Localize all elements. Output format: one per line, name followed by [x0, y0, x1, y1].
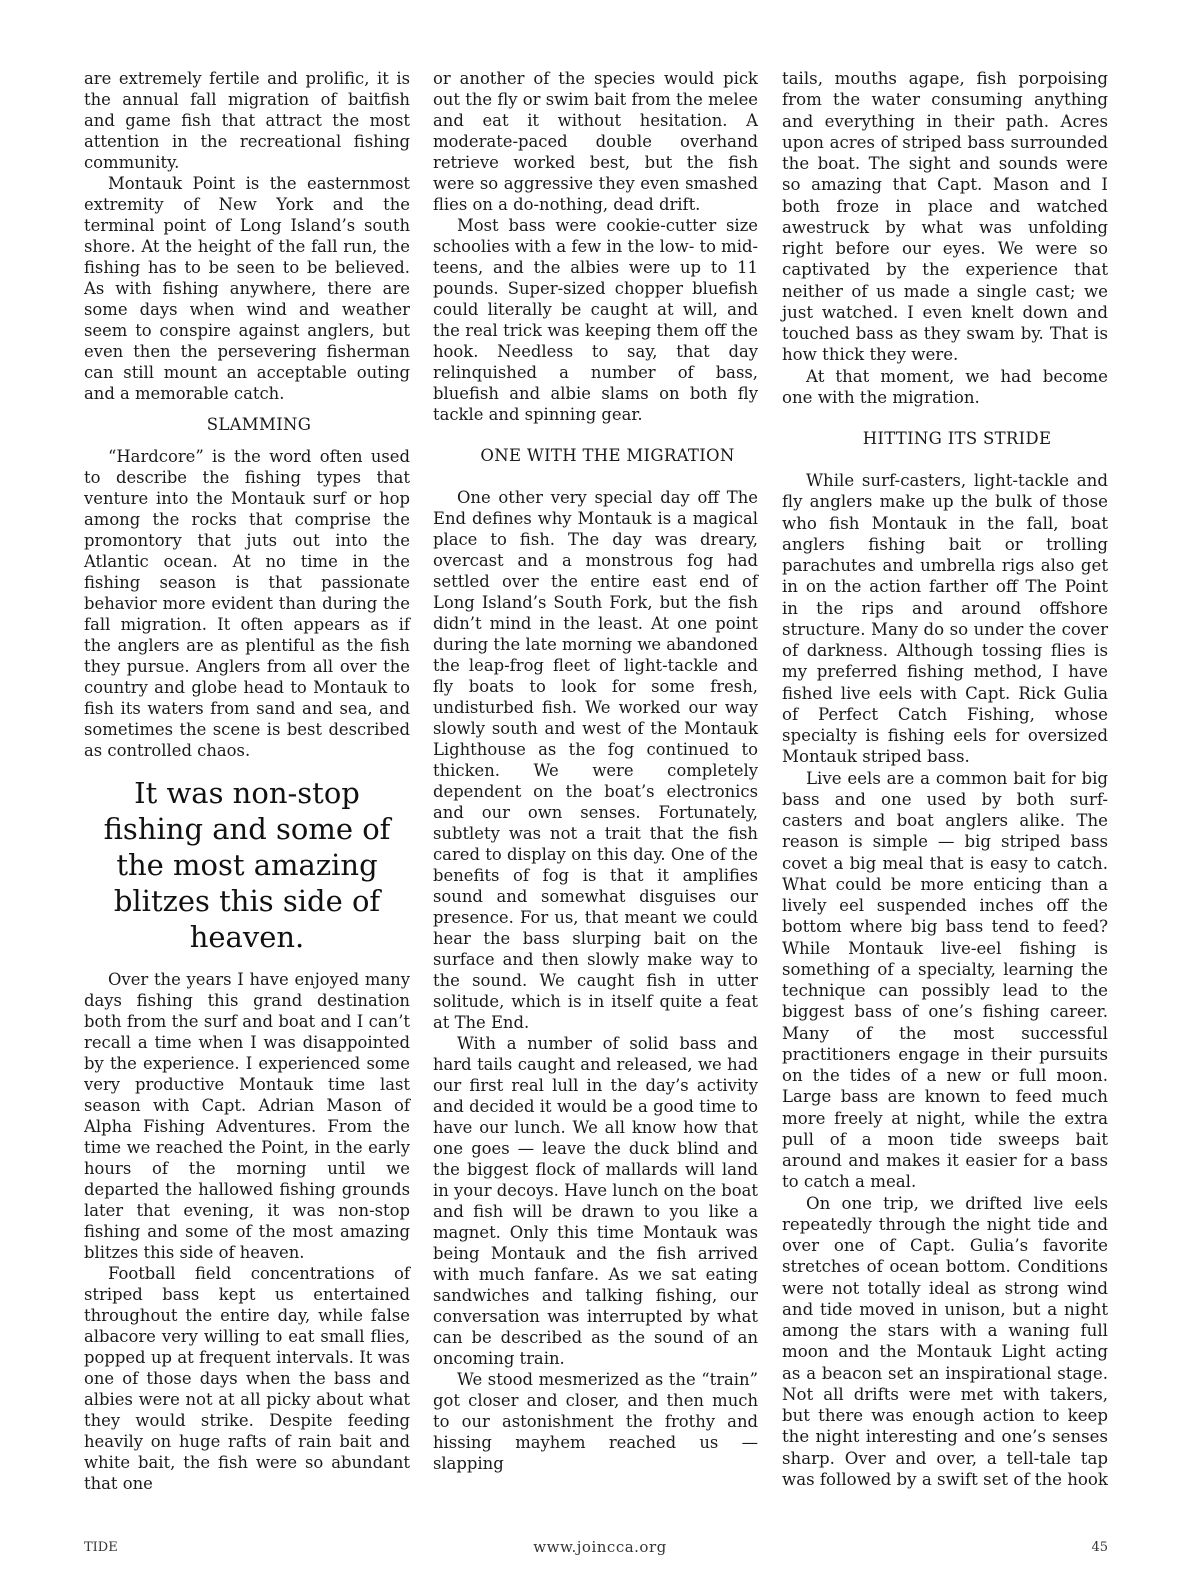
- section-heading-hitting-its-stride: HITTING ITS STRIDE: [862, 429, 1052, 448]
- article-column-3: [782, 68, 1108, 1490]
- paragraph: tails, mouths agape, fish porpoising from the water consuming anything and everything in their path. Acres upon acres of striped bass surrounded the boat. The sight and sounds were so amazing that Capt. Mason and I both froze in place and watched awestruck by what was unfolding right before our eyes. We were so captivated by the experience that neither of us made a single cast; we just watched. I even knelt down and touched bass as they swam by. That is how thick they were.: [782, 69, 1108, 365]
- pull-quote: It was non-stop fishing and some of the most amazing blitzes this side of heaven.: [103, 776, 391, 954]
- paragraph: “Hardcore” is the word often used to describe the fishing types that venture into the Montauk surf or hop among the rocks that comprise the promontory that juts out into the Atlantic ocean. At no time in the fishing season is that passionate behavior more evident than during the fall migration. It often appears as if the anglers are as plentiful as the fish they pursue. Anglers from all over the country and globe head to Montauk to fish its waters from sand and sea, and sometimes the scene is best described as controlled chaos.: [84, 447, 410, 760]
- paragraph: We stood mesmerized as the “train” got closer and closer, and then much to our astonishment the frothy and hissing mayhem reached us — slapping: [433, 1370, 758, 1473]
- paragraph: or another of the species would pick out the fly or swim bait from the melee and eat it without hesitation. A moderate-paced double overhand retrieve worked best, but the fish were so aggressive they even smashed flies on a do-nothing, dead drift.: [433, 69, 758, 214]
- paragraph: At that moment, we had become one with the migration.: [782, 366, 1108, 407]
- paragraph: Live eels are a common bait for big bass and one used by both surf-casters and boat anglers alike. The reason is simple — big striped bass covet a big meal that is easy to catch. What could be more enticing than a lively eel suspended inches off the bottom where big bass tend to feed? While Montauk live-eel fishing is something of a specialty, learning the technique can possibly lead to the biggest bass of one’s fishing career. Many of the most successful practitioners engage in their pursuits on the tides of a new or full moon. Large bass are known to feed much more freely at night, while the extra pull of a moon tide sweeps bait around and makes it easier for a bass to catch a meal.: [782, 768, 1108, 1192]
- paragraph: Montauk Point is the easternmost extremity of New York and the terminal point of Long Island’s south shore. At the height of the fall run, the fishing has to be seen to be believed. As with fishing anywhere, there are some days when wind and weather seem to conspire against anglers, but even then the persevering fisherman can still mount an acceptable outing and a memorable catch.: [84, 174, 410, 403]
- footer-publication-name: TIDE: [84, 1540, 118, 1555]
- paragraph: With a number of solid bass and hard tails caught and released, we had our first real lull in the day’s activity and decided it would be a good time to have our lunch. We all know how that one goes — leave the duck blind and the biggest flock of mallards will land in your decoys. Have lunch on the boat and fish will be drawn to you like a magnet. Only this time Montauk was being Montauk and the fish arrived with much fanfare. As we sat eating sandwiches and talking fishing, our conversation was interrupted by what can be described as the sound of an oncoming train.: [433, 1034, 759, 1368]
- article-column-1: [84, 68, 410, 1494]
- paragraph: On one trip, we drifted live eels repeatedly through the night tide and over one of Capt. Gulia’s favorite stretches of ocean bottom. Conditions were not totally ideal as strong wind and tide moved in unison, but a night among the stars with a waning full moon and the Montauk Light acting as a beacon set an inspirational stage. Not all drifts were met with takers, but there was enough action to keep the night interesting and one’s senses sharp. Over and over, a tell-tale tap was followed by a swift set of the hook: [782, 1193, 1108, 1489]
- paragraph: One other very special day off The End defines why Montauk is a magical place to fish. The day was dreary, overcast and a monstrous fog had settled over the entire east end of Long Island’s South Fork, but the fish didn’t mind in the least. At one point during the late morning we abandoned the leap-frog fleet of light-tackle and fly boats to look for some fresh, undisturbed fish. We worked our way slowly south and west of the Montauk Lighthouse as the fog continued to thicken. We were completely dependent on the boat’s electronics and our own senses. Fortunately, subtlety was not a trait that the fish cared to display on this day. One of the benefits of fog is that it amplifies sound and somewhat disguises our presence. For us, that meant we could hear the bass slurping bait on the surface and then slowly make way to the sound. We caught fish in utter solitude, which is in itself quite a feat at The End.: [433, 488, 758, 1032]
- paragraph: Over the years I have enjoyed many days fishing this grand destination both from the surf and boat and I can’t recall a time when I was disappointed by the experience. I experienced some very productive Montauk time last season with Capt. Adrian Mason of Alpha Fishing Adventures. From the time we reached the Point, in the early hours of the morning until we departed the hallowed fishing grounds later that evening, it was non-stop fishing and some of the most amazing blitzes this side of heaven.: [84, 970, 410, 1262]
- paragraph: Most bass were cookie-cutter size schoolies with a few in the low- to mid-teens, and the albies were up to 11 pounds. Super-sized chopper bluefish could literally be caught at will, and the real trick was keeping them off the hook. Needless to say, that day relinquished a number of bass, bluefish and albie slams on both fly tackle and spinning gear.: [433, 216, 758, 424]
- footer-website-url: www.joincca.org: [533, 1538, 667, 1556]
- paragraph: Football field concentrations of striped bass kept us entertained throughout the entire day, while false albacore very willing to eat small flies, popped up at frequent intervals. It was one of those days when the bass and albies were not at all picky about what they would strike. Despite feeding heavily on huge rafts of rain bait and white bait, the fish were so abundant that one: [84, 1264, 410, 1493]
- article-column-2: [433, 68, 758, 1474]
- page-number: 45: [1091, 1540, 1108, 1555]
- section-heading-slamming: SLAMMING: [206, 415, 312, 434]
- paragraph: are extremely fertile and prolific, it is the annual fall migration of baitfish and game fish that attract the most attention in the recreational fishing community.: [84, 69, 410, 172]
- section-heading-one-with-the-migration: ONE WITH THE MIGRATION: [480, 446, 735, 465]
- paragraph: While surf-casters, light-tackle and fly anglers make up the bulk of those who fish Montauk in the fall, boat anglers fishing bait or trolling parachutes and umbrella rigs also get in on the action farther off The Point in the rips and around offshore structure. Many do so under the cover of darkness. Although tossing flies is my preferred fishing method, I have fished live eels with Capt. Rick Gulia of Perfect Catch Fishing, whose specialty is fishing eels for oversized Montauk striped bass.: [782, 471, 1108, 767]
